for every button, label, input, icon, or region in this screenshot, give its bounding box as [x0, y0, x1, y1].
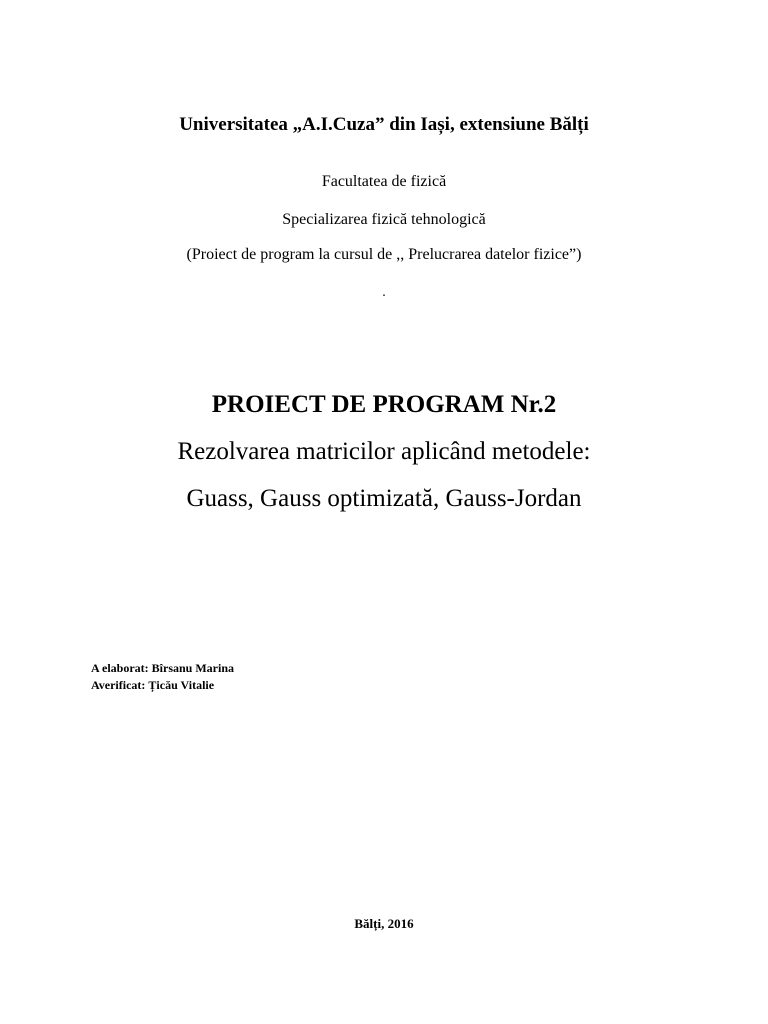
university-heading: Universitatea „A.I.Cuza” din Iași, extensiune Bălți — [179, 114, 589, 135]
place-year-line: Bălți, 2016 — [354, 916, 414, 931]
credits-block — [91, 660, 234, 694]
course-note-line: (Proiect de program la cursul de ,, Prelucrarea datelor fizice”) — [186, 246, 582, 263]
project-title: PROIECT DE PROGRAM Nr.2 — [211, 391, 557, 418]
subtitle-line-1: Rezolvarea matricilor aplicând metodele: — [177, 438, 591, 465]
subtitle-line-2: Guass, Gauss optimizată, Gauss-Jordan — [186, 485, 582, 512]
specialization-line: Specializarea fizică tehnologică — [282, 211, 486, 228]
verified-by-line: Averificat: Țicău Vitalie — [91, 678, 215, 692]
elaborated-by-line: A elaborat: Bîrsanu Marina — [91, 661, 234, 675]
separator-dot: . — [382, 285, 386, 300]
faculty-line: Facultatea de fizică — [321, 173, 447, 190]
